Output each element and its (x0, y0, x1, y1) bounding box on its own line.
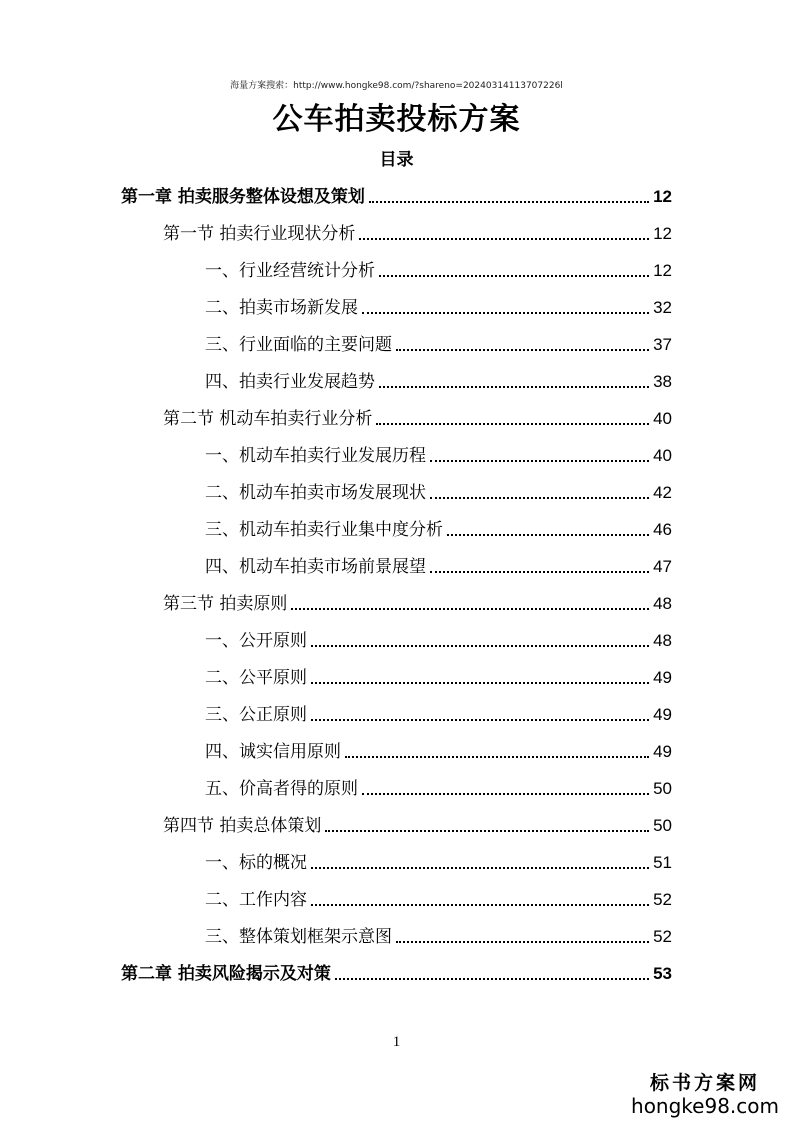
toc-leader-dots (325, 830, 649, 832)
toc-entry-item[interactable] (205, 659, 672, 689)
toc-leader-dots (396, 941, 649, 943)
page-number: 1 (392, 1034, 401, 1050)
toc-entry-page: 37 (653, 335, 672, 354)
toc-leader-dots (369, 201, 649, 203)
toc-entry-label: 二、工作内容 (205, 890, 307, 910)
toc-entry-label: 二、拍卖市场新发展 (205, 298, 358, 318)
toc-leader-dots (291, 608, 649, 610)
toc-entry-page: 52 (653, 927, 672, 946)
toc-entry-section-1-4[interactable] (163, 807, 672, 837)
toc-entry-page: 40 (653, 409, 672, 428)
toc-leader-dots (430, 571, 649, 573)
toc-entry-item[interactable] (205, 770, 672, 800)
toc-entry-page: 50 (653, 816, 672, 835)
toc-leader-dots (311, 682, 649, 684)
toc-entry-item[interactable] (205, 844, 672, 874)
toc-entry-label: 四、拍卖行业发展趋势 (205, 372, 375, 392)
toc-entry-label: 三、公正原则 (205, 705, 307, 725)
toc-entry-section-1-3[interactable] (163, 585, 672, 615)
toc-entry-label: 二、公平原则 (205, 668, 307, 688)
toc-leader-dots (379, 386, 649, 388)
toc-entry-item[interactable] (205, 363, 672, 393)
toc-leader-dots (379, 275, 649, 277)
toc-leader-dots (359, 238, 649, 240)
toc-entry-page: 46 (653, 520, 672, 539)
toc-entry-label: 第三节 拍卖原则 (163, 594, 288, 614)
toc-entry-page: 50 (653, 779, 672, 798)
toc-entry-page: 42 (653, 483, 672, 502)
toc-entry-label: 二、机动车拍卖市场发展现状 (205, 483, 426, 503)
toc-entry-label: 三、机动车拍卖行业集中度分析 (205, 520, 443, 540)
toc-entry-item[interactable] (205, 733, 672, 763)
toc-entry-label: 五、价高者得的原则 (205, 779, 358, 799)
header-search-note: 海量方案搜索：http://www.hongke98.com/?shareno=20240314113707226l (230, 81, 563, 91)
toc-entry-item[interactable] (205, 622, 672, 652)
toc-entry-chapter-1[interactable] (121, 178, 672, 208)
toc-entry-label: 一、标的概况 (205, 853, 307, 873)
toc-entry-label: 三、行业面临的主要问题 (205, 335, 392, 355)
toc-leader-dots (345, 756, 649, 758)
toc-entry-item[interactable] (205, 474, 672, 504)
toc-entry-page: 12 (653, 261, 672, 280)
watermark-site-url: hongke98.com (631, 1094, 779, 1118)
toc-entry-chapter-2[interactable] (121, 955, 672, 985)
toc-leader-dots (311, 719, 649, 721)
watermark-site-name: 标书方案网 (650, 1072, 761, 1094)
toc-entry-item[interactable] (205, 511, 672, 541)
toc-entry-label: 四、机动车拍卖市场前景展望 (205, 557, 426, 577)
toc-entry-section-1-2[interactable] (163, 400, 672, 430)
toc-entry-page: 53 (653, 964, 672, 983)
toc-leader-dots (430, 497, 649, 499)
toc-entry-section-1-1[interactable] (163, 215, 672, 245)
toc-entry-item[interactable] (205, 881, 672, 911)
toc-leader-dots (311, 867, 649, 869)
toc-leader-dots (362, 793, 649, 795)
toc-leader-dots (335, 978, 649, 980)
toc-entry-label: 第四节 拍卖总体策划 (163, 816, 322, 836)
toc-entry-page: 52 (653, 890, 672, 909)
toc-heading: 目录 (379, 150, 414, 170)
toc-entry-page: 12 (653, 224, 672, 243)
toc-entry-page: 48 (653, 631, 672, 650)
site-watermark (631, 1068, 779, 1117)
toc-entry-page: 12 (653, 187, 672, 206)
toc-entry-item[interactable] (205, 548, 672, 578)
document-title: 公车拍卖投标方案 (272, 102, 521, 137)
toc-entry-page: 38 (653, 372, 672, 391)
toc-entry-label: 三、整体策划框架示意图 (205, 927, 392, 947)
toc-entry-page: 47 (653, 557, 672, 576)
toc-entry-label: 四、诚实信用原则 (205, 742, 341, 762)
toc-entry-item[interactable] (205, 437, 672, 467)
toc-entry-page: 32 (653, 298, 672, 317)
toc-entry-page: 49 (653, 705, 672, 724)
toc-leader-dots (311, 645, 649, 647)
toc-entry-item[interactable] (205, 918, 672, 948)
toc-leader-dots (430, 460, 649, 462)
toc-entry-page: 40 (653, 446, 672, 465)
toc-entry-label: 一、行业经营统计分析 (205, 261, 375, 281)
toc-entry-page: 49 (653, 668, 672, 687)
toc-entry-label: 一、公开原则 (205, 631, 307, 651)
toc-leader-dots (376, 423, 649, 425)
toc-entry-item[interactable] (205, 252, 672, 282)
toc-leader-dots (396, 349, 649, 351)
toc-entry-item[interactable] (205, 326, 672, 356)
toc-entry-label: 一、机动车拍卖行业发展历程 (205, 446, 426, 466)
toc-entry-label: 第二章 拍卖风险揭示及对策 (121, 964, 331, 984)
toc-entry-item[interactable] (205, 696, 672, 726)
toc-entry-label: 第二节 机动车拍卖行业分析 (163, 409, 373, 429)
toc-entry-page: 48 (653, 594, 672, 613)
toc-leader-dots (311, 904, 649, 906)
toc-entry-label: 第一节 拍卖行业现状分析 (163, 224, 356, 244)
toc-leader-dots (362, 312, 649, 314)
toc-entry-page: 49 (653, 742, 672, 761)
toc-entry-label: 第一章 拍卖服务整体设想及策划 (121, 187, 365, 207)
toc-leader-dots (447, 534, 649, 536)
toc-entry-item[interactable] (205, 289, 672, 319)
toc-entry-page: 51 (653, 853, 672, 872)
